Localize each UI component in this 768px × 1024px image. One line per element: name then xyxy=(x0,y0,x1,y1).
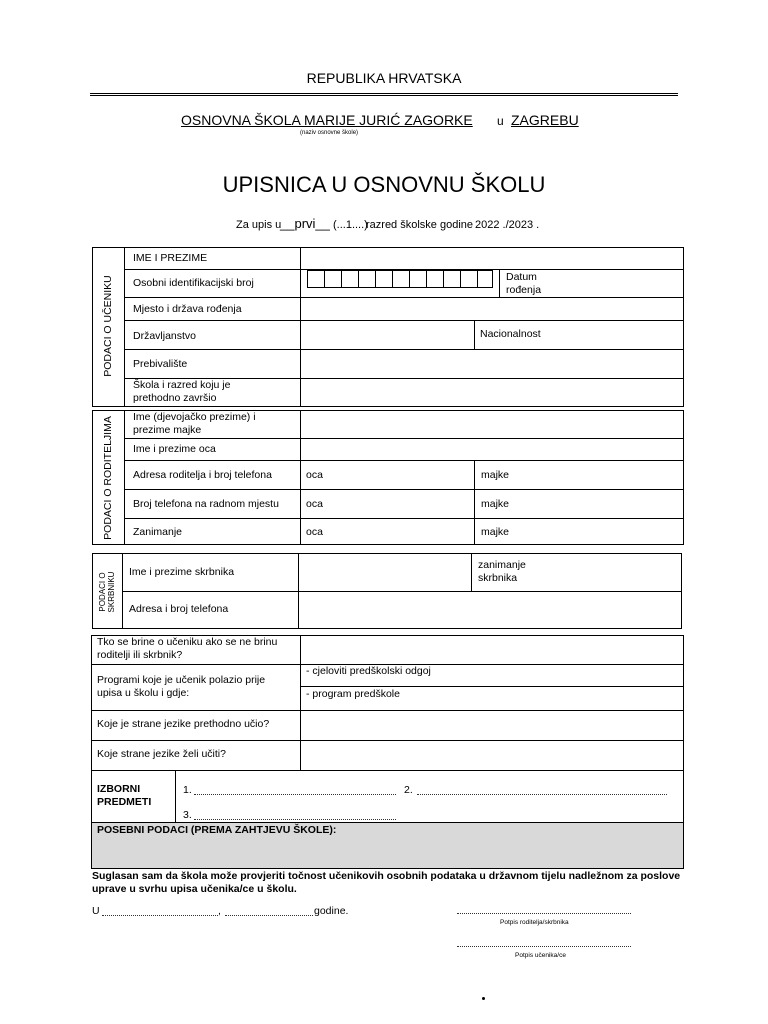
residence-field[interactable] xyxy=(300,349,684,378)
elective-num-3: 3. xyxy=(183,809,192,821)
prev-school-label-2: prethodno završio xyxy=(133,392,217,404)
address-phone-label: Adresa roditelja i broj telefona xyxy=(133,469,272,481)
place-field[interactable] xyxy=(102,915,218,916)
header-divider xyxy=(90,93,678,96)
elective-field-2[interactable] xyxy=(417,794,667,795)
guardian-section-label: PODACI O SKRBNIKU xyxy=(98,571,116,613)
place-prefix: U xyxy=(92,905,100,917)
school-city: ZAGREBU xyxy=(511,112,579,128)
date-field[interactable] xyxy=(225,915,313,916)
elective-label-2: PREDMETI xyxy=(97,796,152,808)
guardian-occupation-field[interactable] xyxy=(540,553,682,591)
student-signature-label: Potpis učenika/ce xyxy=(515,952,566,959)
prev-school-label-1: Škola i razred koju je xyxy=(133,379,231,391)
occupation-mother-label[interactable]: majke xyxy=(481,526,510,538)
student-section-label: PODACI O UČENIKU xyxy=(102,275,114,377)
parents-section-label: PODACI O RODITELJIMA xyxy=(102,416,114,540)
care-label-1: Tko se brine o učeniku ako se ne brinu xyxy=(97,636,278,648)
program-preschool-full[interactable]: - cjeloviti predškolski odgoj xyxy=(306,665,431,677)
consent-line-2: uprave u svrhu upisa učenika/ce u školu. xyxy=(92,883,297,895)
oib-input[interactable] xyxy=(307,270,493,288)
langs-want-label: Koje strane jezike želi učiti? xyxy=(97,748,226,760)
student-signature-field[interactable] xyxy=(457,946,631,947)
enroll-prefix: Za upis u xyxy=(236,219,282,231)
address-father-label[interactable]: oca xyxy=(306,469,323,481)
student-name-label: IME I PREZIME xyxy=(133,252,208,264)
program-preschool[interactable]: - program predškole xyxy=(306,688,400,700)
elective-num-2: 2. xyxy=(404,784,413,796)
work-phone-mother-label[interactable]: majke xyxy=(481,498,510,510)
mother-name-label-1: Ime (djevojačko prezime) i xyxy=(133,411,256,423)
nationality-field[interactable] xyxy=(560,320,684,349)
grade-word: __prvi__ xyxy=(280,216,330,231)
year-suffix: godine. xyxy=(314,905,349,917)
occupation-label: Zanimanje xyxy=(133,526,183,538)
langs-prev-field[interactable] xyxy=(300,710,684,740)
birth-place-label: Mjesto i država rođenja xyxy=(133,303,242,315)
parent-signature-field[interactable] xyxy=(457,913,631,914)
elective-num-1: 1. xyxy=(183,784,192,796)
guardian-name-field[interactable] xyxy=(298,553,471,591)
programs-label-2: upisa u školu i gdje: xyxy=(97,687,190,699)
address-mother-label[interactable]: majke xyxy=(481,469,510,481)
father-name-label: Ime i prezime oca xyxy=(133,443,216,455)
guardian-occupation-label-1: zanimanje xyxy=(478,559,526,571)
enroll-suffix: razred školske godine xyxy=(366,219,474,231)
citizenship-label: Državljanstvo xyxy=(133,330,197,342)
citizenship-field[interactable] xyxy=(300,320,474,349)
prev-school-field[interactable] xyxy=(300,378,684,407)
parent-signature-label: Potpis roditelja/skrbnika xyxy=(500,919,569,926)
langs-want-field[interactable] xyxy=(300,740,684,770)
birth-date-field[interactable] xyxy=(566,269,684,297)
grade-number: (...1....) xyxy=(333,219,368,231)
guardian-name-label: Ime i prezime skrbnika xyxy=(129,566,235,578)
mother-name-label-2: prezime majke xyxy=(133,424,202,436)
guardian-address-label: Adresa i broj telefona xyxy=(129,603,229,615)
page-dot xyxy=(482,997,485,1000)
birth-place-field[interactable] xyxy=(300,297,684,320)
consent-line-1: Suglasan sam da škola može provjeriti točnost učenikovih osobnih podataka u državnom tijelu nadležnom za poslove xyxy=(92,870,681,882)
work-phone-father-label[interactable]: oca xyxy=(306,498,323,510)
school-u: u xyxy=(497,114,504,128)
birth-date-label: Datum rođenja xyxy=(506,271,542,296)
work-phone-label: Broj telefona na radnom mjestu xyxy=(133,498,279,510)
guardian-address-field[interactable] xyxy=(298,591,682,629)
school-year: 2022 ./2023 . xyxy=(475,219,540,231)
father-name-field[interactable] xyxy=(300,438,684,460)
country-heading: REPUBLIKA HRVATSKA xyxy=(306,70,462,86)
special-data-label: POSEBNI PODACI (PREMA ZAHTJEVU ŠKOLE): xyxy=(97,824,337,836)
nationality-label: Nacionalnost xyxy=(480,328,541,340)
care-field[interactable] xyxy=(300,635,684,664)
occupation-father-label[interactable]: oca xyxy=(306,526,323,538)
school-caption: (naziv osnovne škole) xyxy=(300,130,359,136)
place-comma: , xyxy=(218,905,221,917)
langs-prev-label: Koje je strane jezike prethodno učio? xyxy=(97,718,270,730)
elective-field-1[interactable] xyxy=(194,794,396,795)
elective-field-3[interactable] xyxy=(194,819,396,820)
elective-label-1: IZBORNI xyxy=(97,783,141,795)
mother-name-field[interactable] xyxy=(300,410,684,438)
student-oib-label: Osobni identifikacijski broj xyxy=(133,277,254,289)
student-name-field[interactable] xyxy=(300,247,684,269)
programs-label-1: Programi koje je učenik polazio prije xyxy=(97,674,266,686)
care-label-2: roditelji ili skrbnik? xyxy=(97,649,183,661)
residence-label: Prebivalište xyxy=(133,358,188,370)
school-name: OSNOVNA ŠKOLA MARIJE JURIĆ ZAGORKE xyxy=(181,112,473,128)
guardian-occupation-label-2: skrbnika xyxy=(478,572,518,584)
page-title: UPISNICA U OSNOVNU ŠKOLU xyxy=(222,172,546,197)
